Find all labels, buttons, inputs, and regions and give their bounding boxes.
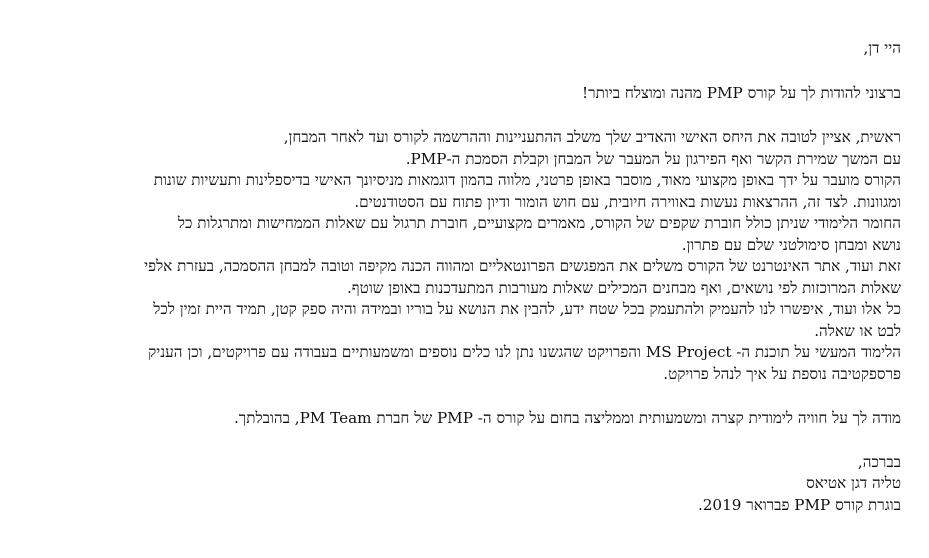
letter-body bbox=[28, 127, 901, 385]
paragraph-gap bbox=[28, 104, 901, 127]
paragraph-gap bbox=[28, 385, 901, 408]
letter-recommendation bbox=[28, 408, 901, 430]
body-line: שאלות המרוכזות לפי נושאים, ואף מבחנים המכילים שאלות מעורבות המתעדכנות באופן שוטף. bbox=[346, 278, 901, 297]
body-line: פרספקטיבה נוספת על איך לנהל פרויקט. bbox=[663, 364, 901, 383]
signoff-line: בברכה, bbox=[857, 452, 901, 471]
body-line: ראשית, אציין לטובה את היחס האישי והאדיב שלך משלב ההתעניינות וההרשמה לקורס ועד לאחר המבחן, bbox=[283, 128, 901, 146]
body-line: הקורס מועבר על ידך באופן מקצועי מאוד, מוסבר באופן פרטני, מלווה בהמון דוגמאות מניסיונך האישי בדיספלינות ותעשיות שונות bbox=[153, 171, 901, 189]
body-line: הלימוד המעשי על תוכנת ה- MS Project והפרויקט שהגשנו נתן לנו כלים נוספים ומשמעותיים בעבודה עם פרויקטים, וכן העניק bbox=[148, 343, 901, 361]
body-line: לבט או שאלה. bbox=[814, 321, 901, 340]
body-line: עם המשך שמירת הקשר ואף הפירגון על המעבר של המבחן וקבלת הסמכת ה-PMP. bbox=[405, 149, 901, 168]
body-line: כל אלו ועוד, איפשרו לנו להעמיק ולהתעמק בכל שטח ידע, להבין את הנושא על בוריו ובמידה והיה ספק קטן, תמיד היית זמין לכל bbox=[153, 300, 901, 318]
greeting-line: היי דן, bbox=[863, 39, 901, 57]
body-line: נושא ומבחן סימולטני שלם עם פתרון. bbox=[681, 235, 901, 254]
body-line: החומר הלימודי שניתן כולל חוברת שקפים של הקורס, מאמרים מקצועיים, חוברת תרגול עם שאלות הממחישות ומתרגלות כל bbox=[177, 214, 901, 232]
letter-signature bbox=[28, 452, 901, 517]
recommendation-line: מודה לך על חוויה לימודית קצרה ומשמעותית וממליצה בחום על קורס ה- PMP של חברת PM Team, בהובלתך. bbox=[233, 409, 901, 427]
body-line: ומגוונות. לצד זה, ההרצאות נעשות באווירה חיובית, עם חוש הומור ודיון פתוח עם הסטודנטים. bbox=[354, 192, 901, 211]
letter-greeting bbox=[28, 38, 901, 60]
signature-title: בוגרת קורס PMP פברואר 2019. bbox=[697, 495, 901, 514]
letter-opening bbox=[28, 83, 901, 105]
paragraph-gap bbox=[28, 60, 901, 83]
paragraph-gap bbox=[28, 430, 901, 452]
signature-name: טליה דגן אטיאס bbox=[806, 474, 901, 492]
body-line: זאת ועוד, אתר האינטרנט של הקורס משלים את המפגשים הפרונטאליים ומהווה הכנה מקיפה וטובה למבחן ההסמכה, בעזרת אלפי bbox=[144, 257, 901, 275]
opening-line: ברצוני להודות לך על קורס PMP מהנה ומוצלח ביותר! bbox=[582, 83, 901, 102]
